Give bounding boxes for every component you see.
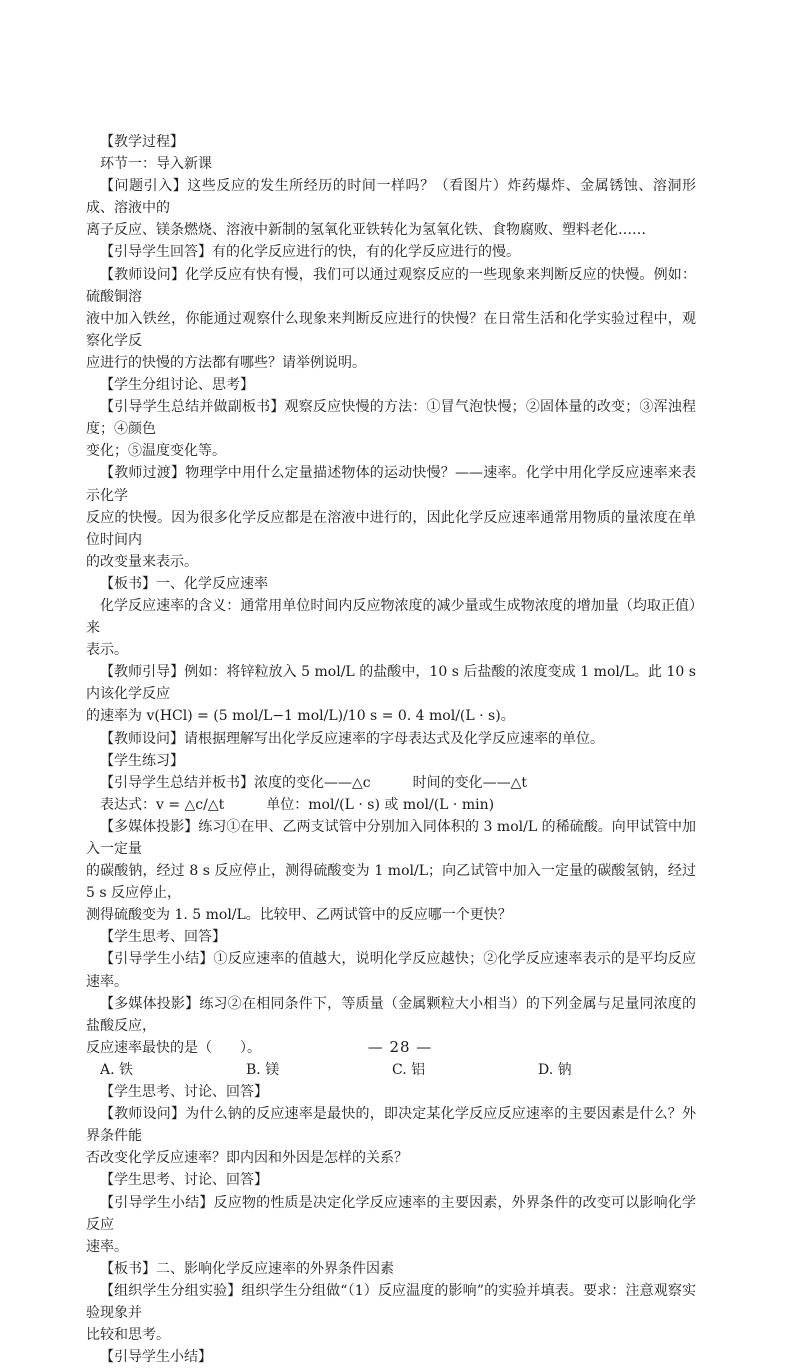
paragraph-line: 反应的快慢。因为很多化学反应都是在溶液中进行的，因此化学反应速率通常用物质的量浓度在单位时间内: [86, 509, 696, 548]
choice-d: D. 钠: [538, 1061, 572, 1078]
paragraph-line: 的碳酸钠，经过 8 s 反应停止，测得硫酸变为 1 mol/L；向乙试管中加入一定量的碳酸氢钠，经过 5 s 反应停止，: [86, 863, 696, 902]
paragraph-line: 速率。: [86, 1238, 128, 1255]
paragraph-line: 否改变化学反应速率？即内因和外因是怎样的关系？: [86, 1150, 408, 1167]
rate-expression: 表达式：v = △c/△t: [100, 796, 225, 813]
paragraph-line: 【多媒体投影】练习①在甲、乙两支试管中分别加入同体积的 3 mol/L 的稀硫酸。向甲试管中加入一定量: [86, 818, 696, 857]
document-body: [86, 131, 696, 1368]
paragraph-line: 测得硫酸变为 1. 5 mol/L。比较甲、乙两试管中的反应哪一个更快？: [86, 907, 512, 924]
choice-c: C. 铝: [392, 1061, 426, 1078]
paragraph-line: 【教师引导】例如：将锌粒放入 5 mol/L 的盐酸中，10 s 后盐酸的浓度变成 1 mol/L。此 10 s 内该化学反应: [86, 664, 696, 703]
summary-time: 时间的变化——△t: [412, 774, 528, 791]
choice-b: B. 镁: [246, 1061, 280, 1078]
paragraph-line: 【组织学生分组实验】组织学生分组做“（1）反应温度的影响”的实验并填表。要求：注意观察实验现象并: [86, 1282, 696, 1321]
paragraph-line: 比较和思考。: [86, 1327, 170, 1344]
paragraph-line: 液中加入铁丝，你能通过观察什么现象来判断反应进行的快慢？在日常生活和化学实验过程中，观察化学反: [86, 310, 696, 349]
paragraph-line: 【教师设问】为什么钠的反应速率是最快的，即决定某化学反应反应速率的主要因素是什么？外界条件能: [86, 1106, 696, 1145]
summary-line: [86, 772, 696, 794]
paragraph-line: 【教师设问】请根据理解写出化学反应速率的字母表达式及化学反应速率的单位。: [100, 730, 604, 747]
page-number: — 28 —: [367, 1038, 433, 1056]
paragraph-line: 反应速率最快的是（ ）。: [86, 1039, 261, 1056]
paragraph-line: 【引导学生小结】反应物的性质是决定化学反应速率的主要因素，外界条件的改变可以影响化学反应: [86, 1194, 696, 1233]
choice-a: A. 铁: [100, 1061, 134, 1078]
paragraph-line: 【引导学生小结】①反应速率的值越大，说明化学反应越快；②化学反应速率表示的是平均反应速率。: [86, 951, 696, 990]
step-heading: 环节一：导入新课: [100, 156, 212, 173]
paragraph-line: 【问题引入】这些反应的发生所经历的时间一样吗？（看图片）炸药爆炸、金属锈蚀、溶洞形成、溶液中的: [86, 178, 696, 217]
paragraph-line: 【多媒体投影】练习②在相同条件下，等质量（金属颗粒大小相当）的下列金属与足量同浓度的盐酸反应，: [86, 995, 696, 1034]
expression-line: [86, 794, 696, 816]
paragraph-line: 【学生练习】: [100, 752, 184, 769]
paragraph-line: 化学反应速率的含义：通常用单位时间内反应物浓度的减少量或生成物浓度的增加量（均取正值）来: [86, 597, 696, 637]
paragraph-line: 【引导学生小结】: [100, 1349, 212, 1366]
paragraph-line: 【学生分组讨论、思考】: [100, 377, 254, 394]
rate-unit: 单位：mol/(L · s) 或 mol/(L · min): [266, 796, 495, 813]
board-heading: 【板书】一、化学反应速率: [100, 575, 268, 592]
summary-concentration: 【引导学生总结并板书】浓度的变化——△c: [100, 774, 371, 791]
paragraph-line: 【教师设问】化学反应有快有慢，我们可以通过观察反应的一些现象来判断反应的快慢。例如：硫酸铜溶: [86, 266, 696, 305]
paragraph-line: 离子反应、镁条燃烧、溶液中新制的氢氧化亚铁转化为氢氧化铁、食物腐败、塑料老化……: [86, 222, 646, 239]
paragraph-line: 【引导学生总结并做副板书】观察反应快慢的方法：①冒气泡快慢；②固体量的改变；③浑浊程度；④颜色: [86, 399, 696, 438]
paragraph-line: 应进行的快慢的方法都有哪些？请举例说明。: [86, 354, 366, 371]
paragraph-line: 【教师过渡】物理学中用什么定量描述物体的运动快慢？——速率。化学中用化学反应速率来表示化学: [86, 465, 696, 504]
paragraph-line: 【学生思考、讨论、回答】: [100, 1084, 268, 1101]
paragraph-line: 【引导学生回答】有的化学反应进行的快，有的化学反应进行的慢。: [100, 244, 520, 261]
paragraph-line: 的改变量来表示。: [86, 553, 198, 570]
paragraph-line: 变化；⑤温度变化等。: [86, 443, 226, 460]
paragraph-line: 的速率为 v(HCl) = (5 mol/L−1 mol/L)/10 s = 0. 4 mol/(L · s)。: [86, 708, 515, 725]
section-heading: 【教学过程】: [100, 134, 184, 150]
paragraph-line: 表示。: [86, 642, 128, 659]
paragraph-line: 【学生思考、回答】: [100, 929, 226, 946]
board-heading: 【板书】二、影响化学反应速率的外界条件因素: [100, 1260, 394, 1277]
paragraph-line: 【学生思考、讨论、回答】: [100, 1172, 268, 1189]
answer-choices: [86, 1059, 696, 1081]
